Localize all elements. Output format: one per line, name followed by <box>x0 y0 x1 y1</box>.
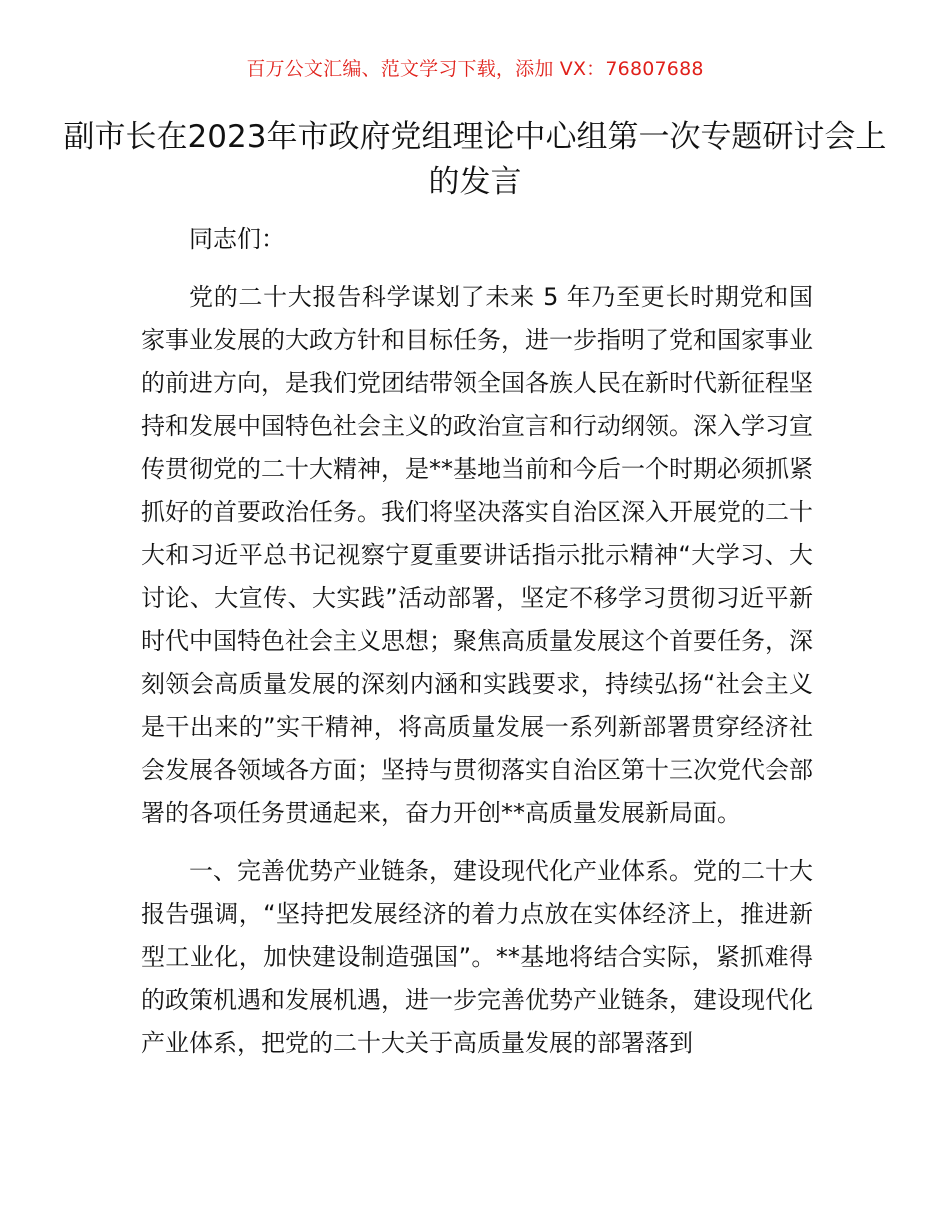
salutation: 同志们： <box>189 225 285 253</box>
paragraph-section-one: 一、完善优势产业链条，建设现代化产业体系。党的二十大报告强调，“坚持把发展经济的着力点放在实体经济上，推进新型工业化，加快建设制造强国”。**基地将结合实际，紧抓难得的政策机遇和发展机遇，进一步完善优势产业链条，建设现代化产业体系，把党的二十大关于高质量发展的部署落到 <box>141 857 813 1057</box>
paragraph-intro: 党的二十大报告科学谋划了未来 5 年乃至更长时期党和国家事业发展的大政方针和目标任务，进一步指明了党和国家事业的前进方向，是我们党团结带领全国各族人民在新时代新征程坚持和发展中国特色社会主义的政治宣言和行动纲领。深入学习宣传贯彻党的二十大精神，是**基地当前和今后一个时期必须抓紧抓好的首要政治任务。我们将坚决落实自治区深入开展党的二十大和习近平总书记视察宁夏重要讲话指示批示精神“大学习、大讨论、大宣传、大实践”活动部署，坚定不移学习贯彻习近平新时代中国特色社会主义思想；聚焦高质量发展这个首要任务，深刻领会高质量发展的深刻内涵和实践要求，持续弘扬“社会主义是干出来的”实干精神，将高质量发展一系列新部署贯穿经济社会发展各领域各方面；坚持与贯彻落实自治区第十三次党代会部署的各项任务贯通起来，奋力开创**高质量发展新局面。 <box>141 283 813 827</box>
document-title: 副市长在2023年市政府党组理论中心组第一次专题研讨会上的发言 <box>63 119 887 200</box>
document-body <box>141 218 813 1065</box>
watermark-header: 百万公文汇编、范文学习下载，添加 VX：76807688 <box>246 58 704 80</box>
